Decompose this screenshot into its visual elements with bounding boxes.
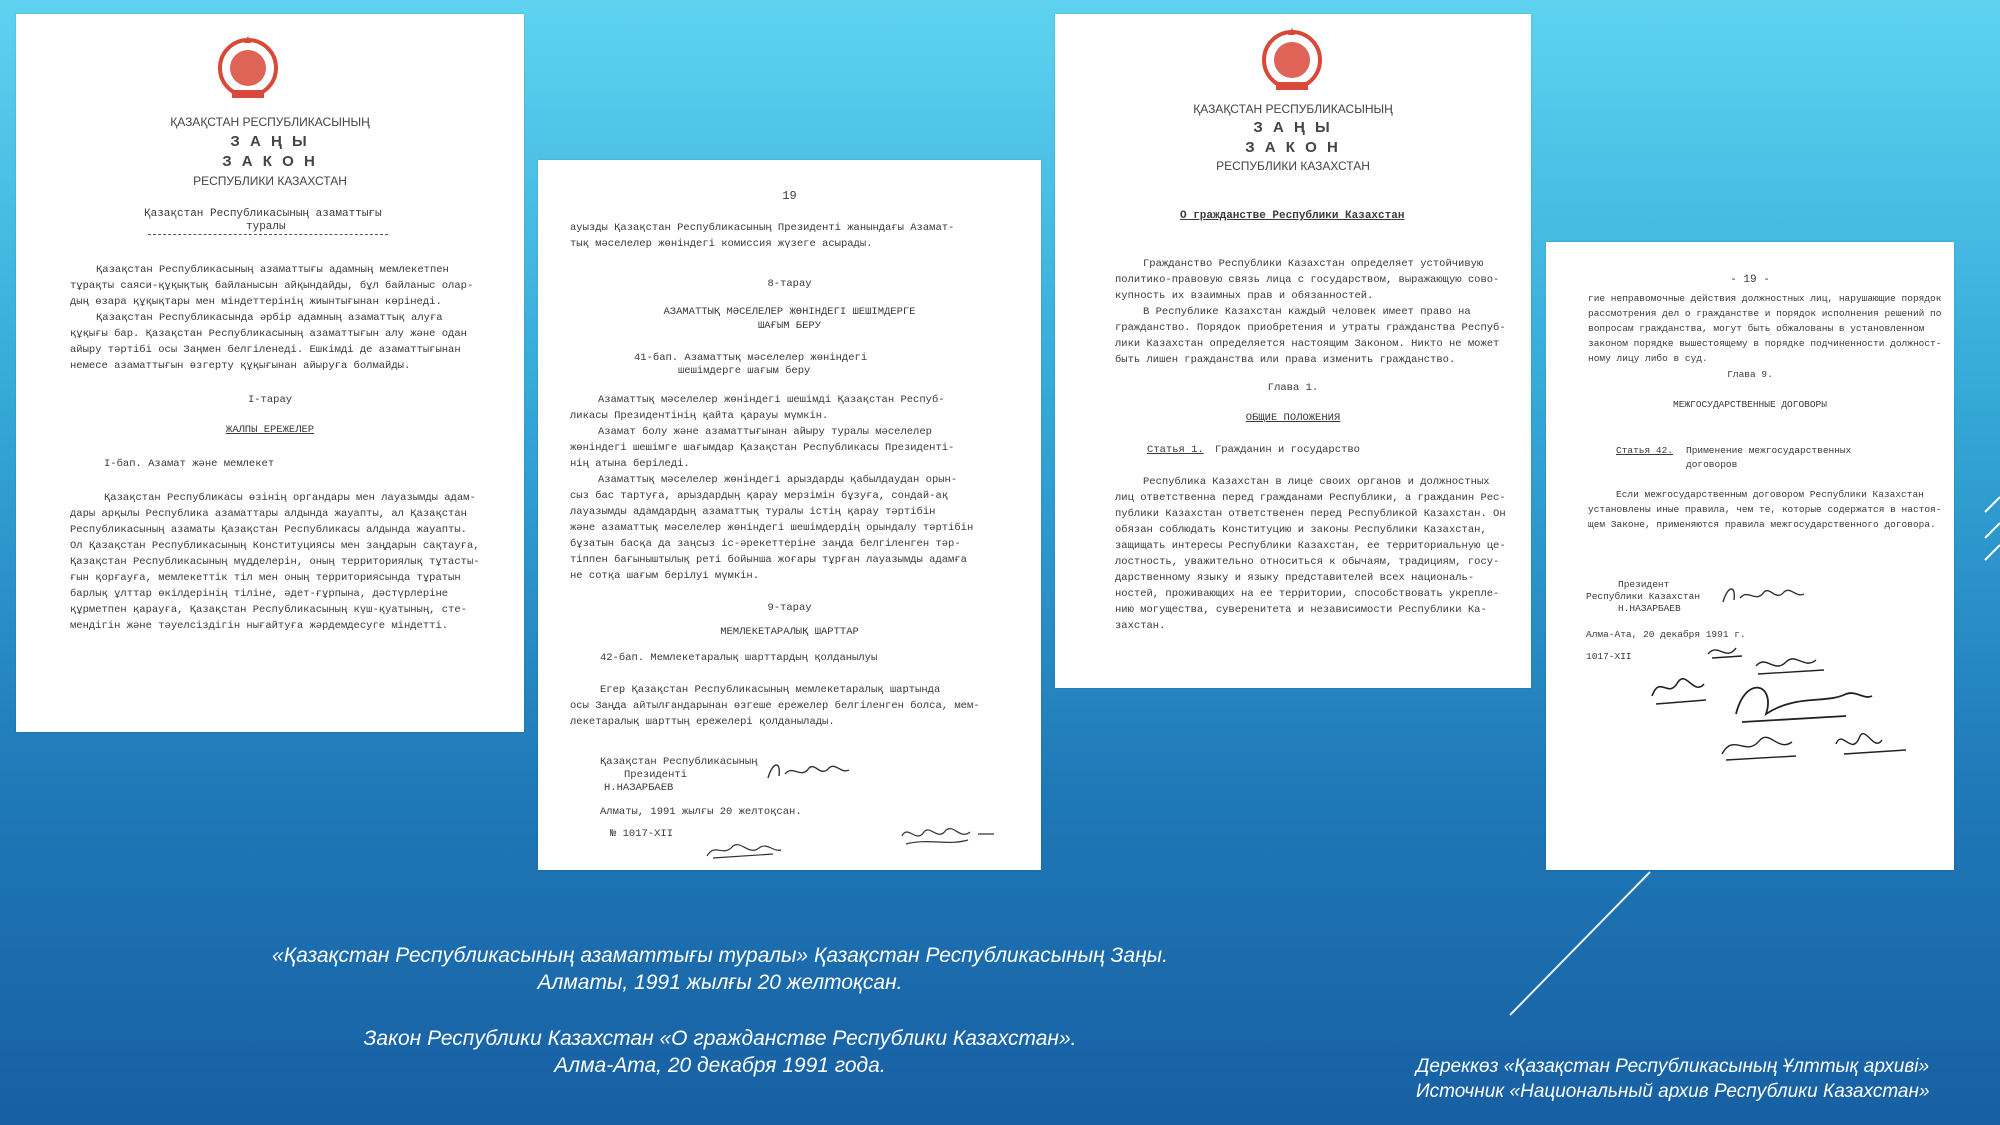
doc1-para1-line: дың өзара құқықтары мен міндеттерінің жиынтығынан көрінеді.	[70, 296, 442, 308]
doc4-date: Алма-Ата, 20 декабря 1991 г.	[1586, 629, 1746, 640]
doc4-article-title1: Применение межгосударственных	[1686, 445, 1852, 456]
doc2-para42-line: лекетаралық шарттың ережелері қолданылады.	[570, 716, 835, 728]
doc3-header-line1: ҚАЗАҚСТАН РЕСПУБЛИКАСЫНЫҢ	[1193, 102, 1393, 116]
source-ru: Источник «Национальный архив Республики Казахстан»	[1416, 1081, 1930, 1102]
doc3-header-line3: З А К О Н	[1245, 139, 1341, 156]
doc2-section8: 8-тарау	[767, 278, 812, 290]
doc1-section-title: ЖАЛПЫ ЕРЕЖЕЛЕР	[225, 424, 315, 436]
signature-icon	[898, 820, 998, 850]
doc2-para41-line: нің атына беріледі.	[570, 458, 690, 470]
doc3-para1-line: В Республике Казахстан каждый человек имеет право на	[1143, 306, 1471, 318]
doc4-sign-line3: Н.НАЗАРБАЕВ	[1618, 603, 1681, 614]
doc2-para41-line: жөніндегі шешімге шағымдар Қазақстан Республикасы Президенті-	[570, 442, 955, 454]
doc3-para2-line: лиц ответственна перед гражданами Республики, а гражданин Рес-	[1115, 492, 1506, 504]
source-kz: Дереккөз «Қазақстан Республикасының Ұлттық архиві»	[1416, 1056, 1930, 1077]
kazakh-ssr-emblem-icon	[214, 32, 282, 102]
doc4-top-line: рассмотрения дел о гражданстве и порядок исполнения решений по	[1588, 308, 1942, 319]
doc1-para2-line: мендігін және тәуелсіздігін нығайтуға жәрдемдесуге міндетті.	[70, 620, 449, 632]
source-credit	[1416, 1054, 1976, 1104]
doc4-sign-line2: Республики Казахстан	[1586, 591, 1701, 602]
doc1-header-line3: З А К О Н	[222, 153, 318, 170]
doc2-para41-line: және азаматтық мәселелер жөніндегі шешімдердің орындалу тәртібін	[570, 522, 974, 534]
doc4-top-line: гие неправомочные действия должностных лиц, нарушающие порядок	[1588, 293, 1942, 304]
doc2-sign-line2: Президенті	[624, 769, 688, 781]
doc4-number: 1017-XII	[1586, 651, 1632, 662]
doc3-para1-line: купность их взаимных прав и обязанностей.	[1115, 290, 1374, 302]
doc1-article: I-бап. Азамат және мемлекет	[104, 458, 275, 470]
doc4-top-line: законом порядке вышестоящему в порядке подчиненности должност-	[1588, 338, 1942, 349]
doc2-para41-line: Азаматтық мәселелер жөніндегі шешімді Қазақстан Респуб-	[598, 394, 945, 406]
doc1-para2-line: Қазақстан Республикасы өзінің органдары мен лауазымды адам-	[104, 492, 476, 504]
doc1-para2-line: Республикасының азаматы Қазақстан Республикасы алдында жауапты.	[70, 524, 467, 536]
doc3-chapter: Глава 1.	[1267, 382, 1319, 394]
doc4-page-number: - 19 -	[1730, 274, 1770, 286]
doc3-article-number: Статья 1.	[1147, 444, 1204, 456]
doc2-para41-line: Азамат болу және азаматтығынан айыру туралы мәселелер	[598, 426, 932, 438]
doc1-para1-line: құқығы бар. Қазақстан Республикасының азаматтығын алу және одан	[70, 328, 467, 340]
doc2-para42-line: Егер Қазақстан Республикасының мемлекетаралық шартында	[600, 684, 941, 696]
doc2-date: Алматы, 1991 жылғы 20 желтоқсан.	[600, 806, 802, 818]
doc1-para1-line: Қазақстан Республикасының азаматтығы адамның мемлекетпен	[96, 264, 449, 276]
doc1-para2-line: Қазақстан Республикасының мүдделерін, оның территориялық тұтасты-	[70, 556, 480, 568]
caption-ru	[120, 1025, 1320, 1079]
doc3-para2-line: лостность, уважительно относиться к обычаям, традициям, госу-	[1115, 556, 1500, 568]
doc4-article-number: Статья 42.	[1616, 445, 1674, 456]
doc2-number: № 1017-XII	[610, 828, 674, 840]
doc4-sign-line1: Президент	[1618, 579, 1670, 590]
doc3-para2-line: публики Казахстан ответственен перед Республикой Казахстан. Он	[1115, 508, 1506, 520]
doc2-section9-title: МЕМЛЕКЕТАРАЛЫҚ ШАРТТАР	[720, 626, 859, 638]
doc4-top-line: вопросам гражданства, могут быть обжалованы в установленном	[1588, 323, 1925, 334]
doc2-section8-title2: ШАҒЫМ БЕРУ	[757, 320, 821, 332]
document-kz-law-page1	[16, 14, 524, 732]
doc1-para2-line: барлық ұлттар өкілдерінің тіліне, әдет-ғұрпына, дәстүрлеріне	[70, 588, 449, 600]
caption-ru-line2: Алма-Ата, 20 декабря 1991 года.	[554, 1054, 886, 1077]
doc3-title: О гражданстве Республики Казахстан	[1180, 210, 1405, 222]
doc2-para41-line: лауазымды адамдардың азаматтық туралы істің қарау тәртібін	[570, 506, 936, 518]
doc2-para41-line: ликасы Президентінің қайта қарауы мүмкін.	[570, 410, 829, 422]
doc1-header-line4: РЕСПУБЛИКИ КАЗАХСТАН	[193, 174, 347, 188]
doc1-section: I-тарау	[247, 394, 293, 406]
doc4-para-line: установлены иные правила, чем те, которые содержатся в настоя-	[1588, 504, 1942, 515]
kazakh-ssr-emblem-icon	[1258, 24, 1326, 94]
doc3-para2-line: захстан.	[1115, 620, 1166, 632]
caption-ru-line1: Закон Республики Казахстан «О гражданстве Республики Казахстан».	[363, 1027, 1077, 1050]
doc2-article42: 42-бап. Мемлекетаралық шарттардың қолданылуы	[600, 652, 878, 664]
doc1-title-line1: Қазақстан Республикасының азаматтығы	[144, 208, 382, 220]
doc3-para2-line: обязан соблюдать Конституцию и законы Республики Казахстан,	[1115, 524, 1487, 536]
doc4-chapter-title: МЕЖГОСУДАРСТВЕННЫЕ ДОГОВОРЫ	[1673, 399, 1827, 410]
doc3-para1-line: политико-правовую связь лица с государством, выражающую сово-	[1115, 274, 1500, 286]
doc4-para-line: щем Законе, применяются правила межгосударственного договора.	[1588, 519, 1936, 530]
doc1-title-line2: туралы	[246, 221, 286, 233]
doc4-article-title2: договоров	[1686, 459, 1738, 470]
doc3-para1-line: лики Казахстан определяется настоящим Законом. Никто не может	[1115, 338, 1500, 350]
doc2-para41-line: сыз бас тартуға, арыздардың қарау мерзімін бұзуға, сондай-ақ	[570, 490, 949, 502]
doc3-para2-line: нию могущества, суверенитета и независимости Республики Ка-	[1115, 604, 1487, 616]
document-kz-law-page19	[538, 160, 1041, 870]
doc2-article41-1: 41-бап. Азаматтық мәселелер жөніндегі	[634, 352, 868, 364]
doc2-article41-2: шешімдерге шағым беру	[678, 365, 811, 377]
caption-kz	[120, 942, 1320, 996]
doc1-para2-line: дары арқылы Республика азаматтары алдында жауапты, ал Қазақстан	[70, 508, 467, 520]
doc1-title-underline	[148, 234, 388, 235]
doc3-para2-line: защищать интересы Республики Казахстан, ее территориальную це-	[1115, 540, 1506, 552]
caption-kz-line1: «Қазақстан Республикасының азаматтығы туралы» Қазақстан Республикасының Заңы.	[272, 944, 1168, 967]
doc2-para41-line: бұзатын басқа да заңсыз іс-әрекеттеріне заңда белгіленген тәр-	[570, 538, 961, 550]
doc2-para41-line: Азаматтық мәселелер жөніндегі арыздарды қабылдаудан орын-	[598, 474, 958, 486]
doc3-para1-line: гражданство. Порядок приобретения и утраты гражданства Респуб-	[1115, 322, 1506, 334]
doc2-sign-line1: Қазақстан Республикасының	[600, 756, 758, 768]
doc1-para2-line: Ол Қазақстан Республикасының Конституциясы мен заңдарын сақтауға,	[70, 540, 480, 552]
document-ru-law-page1	[1055, 14, 1531, 688]
doc2-top-line: ауызды Қазақстан Республикасының Президенті жанындағы Азамат-	[570, 222, 955, 234]
doc3-header-line2: З А Ң Ы	[1253, 119, 1333, 136]
doc2-para42-line: осы Заңда айтылғандарынан өзгеше ережелер белгіленген болса, мем-	[570, 700, 980, 712]
document-ru-law-page19	[1546, 242, 1954, 870]
doc1-para2-line: ғын қорғауға, мемлекеттік тіл мен оның территориясында тұратын	[70, 572, 461, 584]
doc3-para2-line: Республика Казахстан в лице своих органов и должностных	[1143, 476, 1490, 488]
doc1-para2-line: құрметпен қарауға, Қазақстан Республикасының күш-қуатының, сте-	[70, 604, 467, 616]
doc1-para1-line: айыру тәртібі осы Заңмен белгіленеді. Ешкімді де азаматтығынан	[70, 344, 461, 356]
doc3-para2-line: ностей, проживающих на ее территории, способствовать укрепле-	[1115, 588, 1500, 600]
doc2-section8-title1: АЗАМАТТЫҚ МӘСЕЛЕЛЕР ЖӨНІНДЕГІ ШЕШІМДЕРГЕ	[663, 306, 916, 318]
doc1-header-line2: З А Ң Ы	[230, 133, 310, 150]
doc1-header-line1: ҚАЗАҚСТАН РЕСПУБЛИКАСЫНЫҢ	[170, 115, 370, 129]
doc4-para-line: Если межгосударственным договором Республики Казахстан	[1616, 489, 1924, 500]
doc2-sign-line3: Н.НАЗАРБАЕВ	[604, 782, 674, 794]
doc3-para1-line: быть лишен гражданства или права изменить гражданство.	[1115, 354, 1456, 366]
doc2-para41-line: не сотқа шағым берілуі мүмкін.	[570, 570, 760, 582]
doc4-chapter: Глава 9.	[1727, 369, 1773, 380]
doc2-para41-line: тіппен бағыныштылық реті бойынша жоғары тұрған лауазымды адамға	[570, 554, 967, 566]
doc3-para1-line: Гражданство Республики Казахстан определяет устойчивую	[1143, 258, 1484, 270]
doc2-page-number: 19	[782, 189, 797, 203]
doc3-article-title: Гражданин и государство	[1215, 444, 1360, 456]
signature-icon	[1718, 580, 1808, 608]
signature-icon	[1716, 718, 1916, 768]
doc2-section9: 9-тарау	[767, 602, 812, 614]
caption-kz-line2: Алматы, 1991 жылғы 20 желтоқсан.	[537, 971, 903, 994]
doc1-para1-line: Қазақстан Республикасында әрбір адамның азаматтық алуға	[96, 312, 443, 324]
signature-icon	[763, 756, 853, 786]
doc1-para1-line: немесе азаматтығын өзгерту құқығынан айыруға болмайды.	[70, 360, 411, 372]
doc3-chapter-title: ОБЩИЕ ПОЛОЖЕНИЯ	[1245, 412, 1341, 424]
doc4-top-line: ному лицу либо в суд.	[1588, 353, 1708, 364]
doc3-header-line4: РЕСПУБЛИКИ КАЗАХСТАН	[1216, 159, 1370, 173]
doc1-para1-line: тұрақты саяси-құқықтық байланысын айқындайды, бұл байланыс олар-	[70, 280, 474, 292]
doc2-top-line: тық мәселелер жөніндегі комиссия жүзеге асырады.	[570, 238, 873, 250]
doc3-para2-line: дарственному языку и языку представителей всех националь-	[1115, 572, 1475, 584]
signature-icon	[703, 836, 783, 862]
